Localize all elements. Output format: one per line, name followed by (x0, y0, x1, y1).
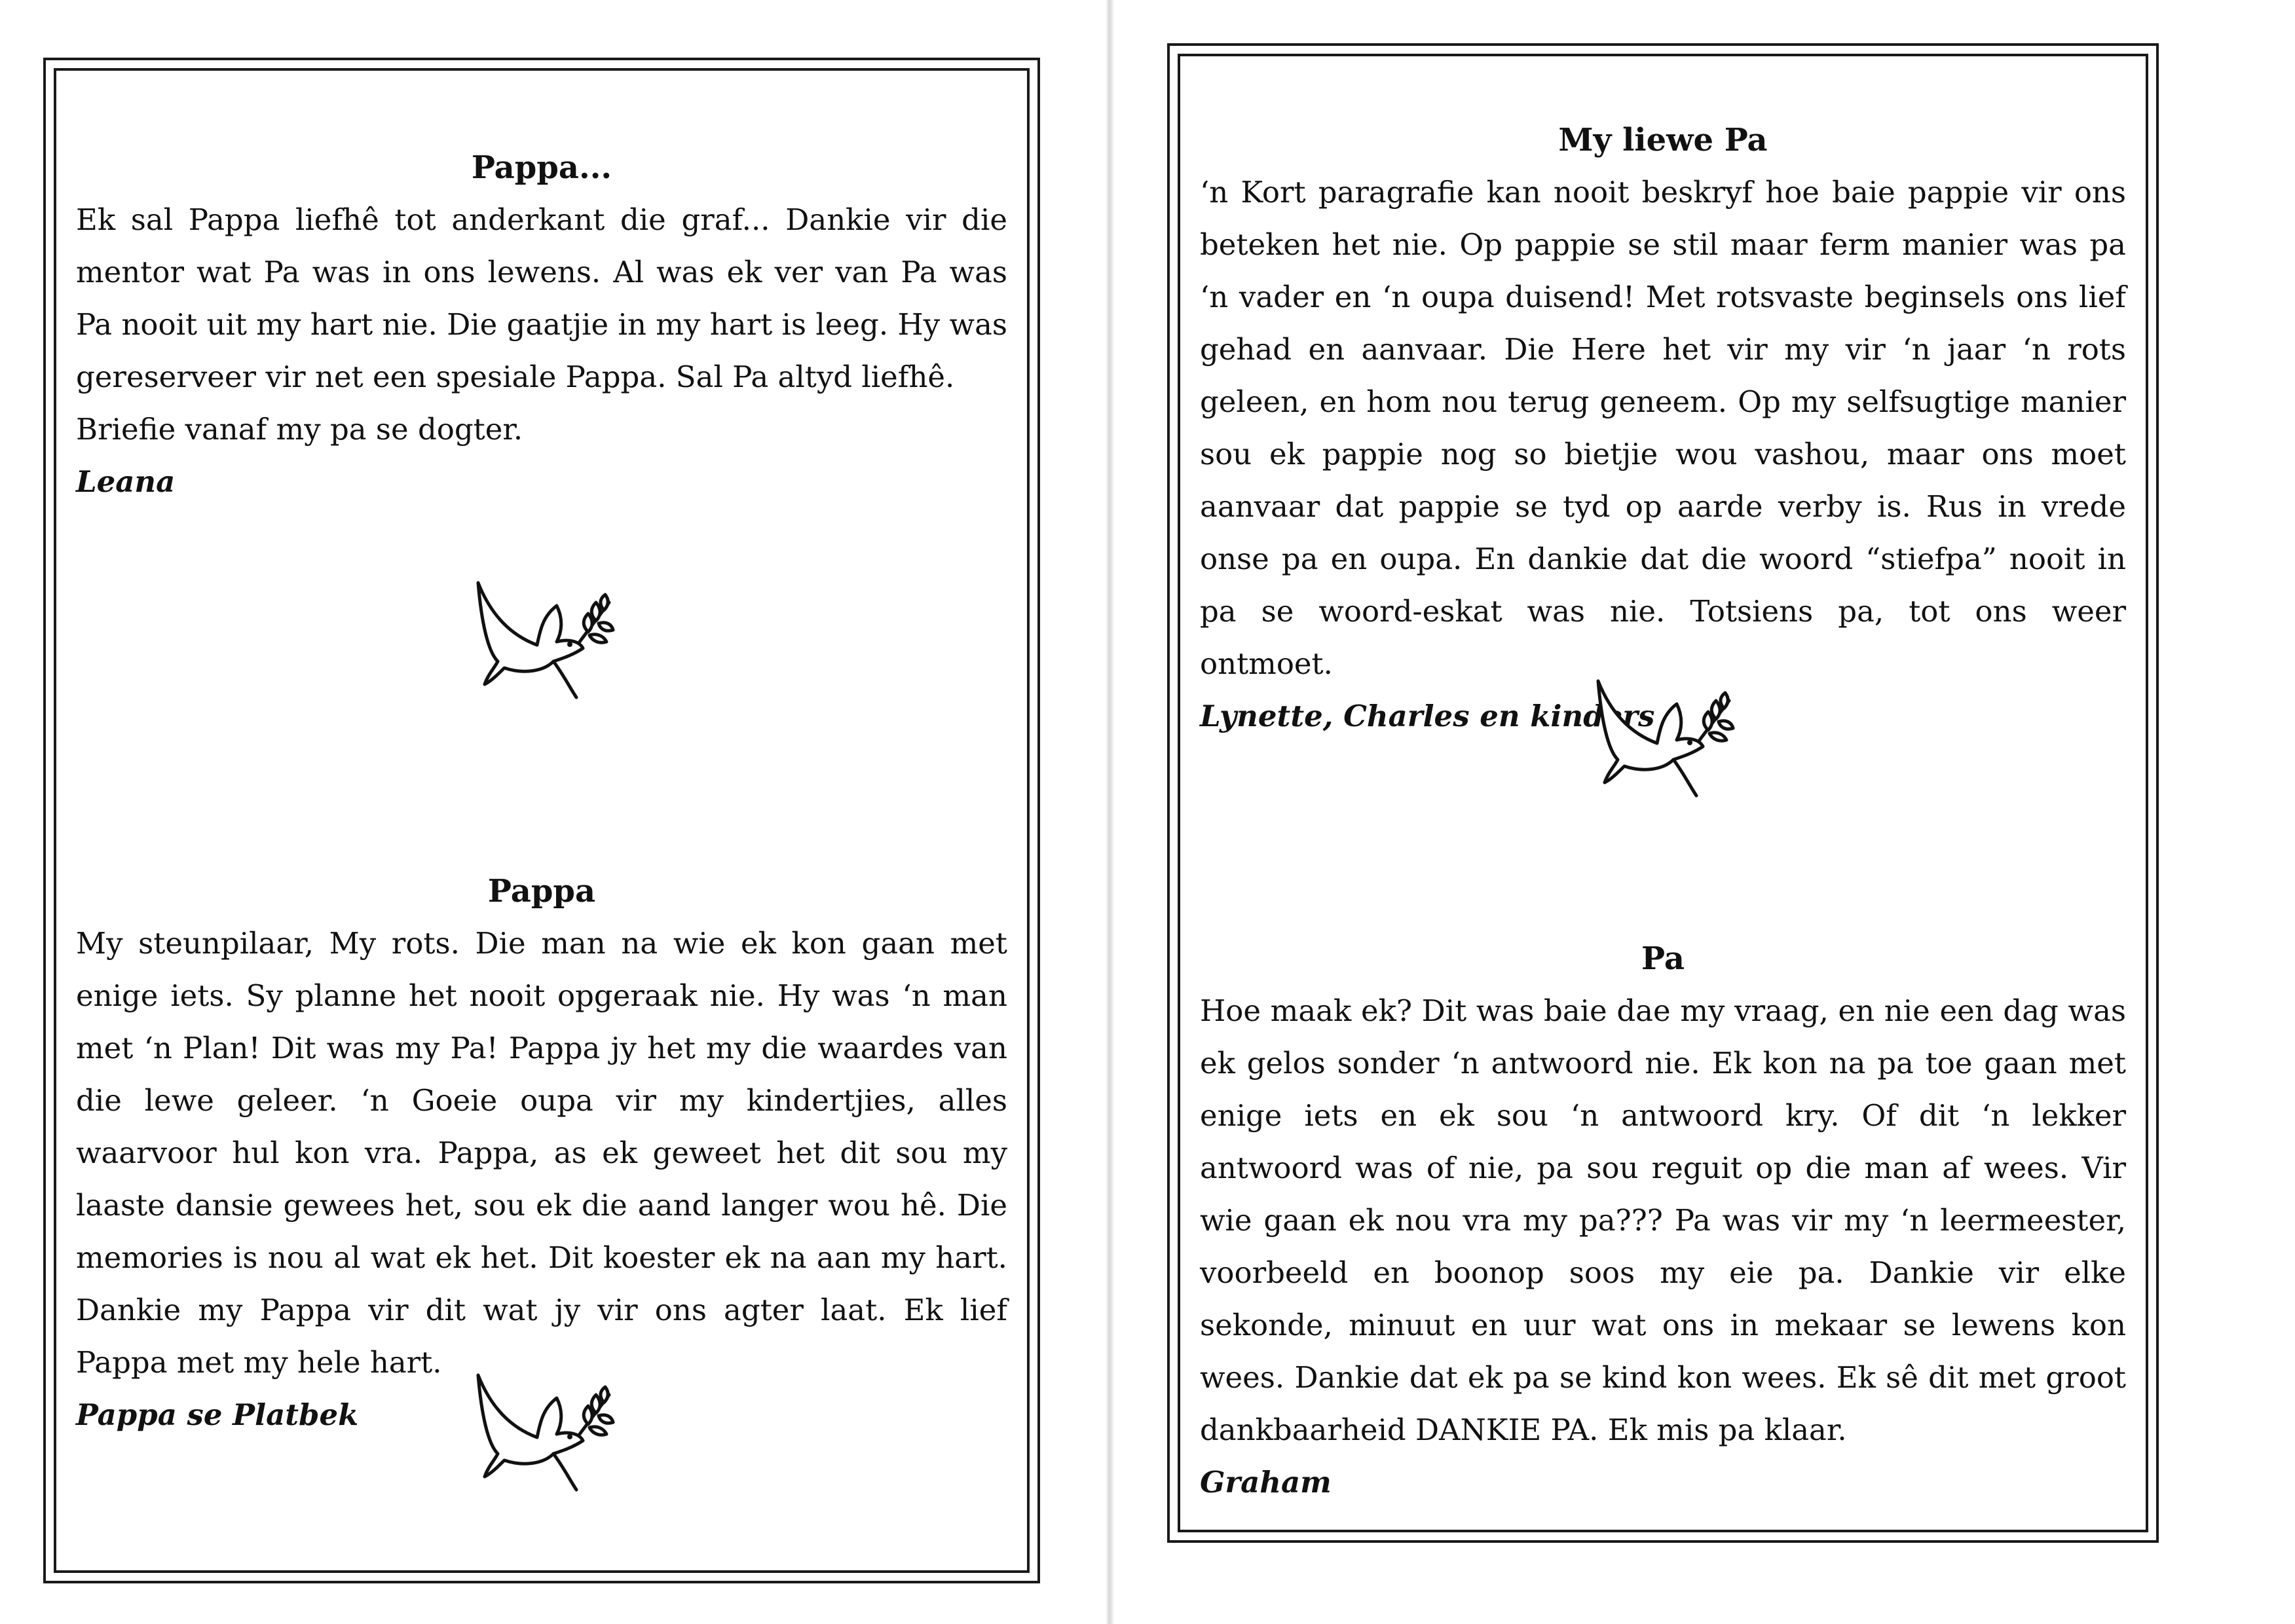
right-section-pa (1200, 940, 2126, 1509)
dove-with-olive-branch-icon (1585, 674, 1736, 805)
page-fold (1106, 0, 1113, 1624)
section-body: Ek sal Pappa liefhê tot anderkant die graf... Dankie vir die mentor wat Pa was in ons lewens. Al was ek ver van Pa was Pa nooit uit my hart nie. Die gaatjie in my hart is leeg. Hy was gereserveer vir net een spesiale Pappa. Sal Pa altyd liefhê. (76, 202, 1007, 394)
section-title: Pa (1641, 940, 1685, 977)
section-title: Pappa... (471, 149, 612, 186)
left-page-border (43, 58, 1040, 1583)
dove-with-olive-branch-icon (465, 576, 616, 707)
section-body: Hoe maak ek? Dit was baie dae my vraag, en nie een dag was ek gelos sonder ‘n antwoord nie. Ek kon na pa toe gaan met enige iets en ek sou ‘n antwoord kry. Of dit ‘n lekker antwoord was of nie, pa sou reguit op die man af wees. Vir wie gaan ek nou vra my pa??? Pa was vir my ‘n leermeester, voorbeeld en boonop soos my eie pa. Dankie vir elke sekonde, minuut en uur wat ons in mekaar se lewens kon wees. Dankie dat ek pa se kind kon wees. Ek sê dit met groot dankbaarheid DANKIE PA. Ek mis pa klaar. (1200, 993, 2126, 1447)
section-closing: Briefie vanaf my pa se dogter. (76, 412, 523, 447)
signature: Graham (1200, 1465, 1332, 1500)
left-section-pappa-dots (76, 149, 1007, 508)
section-title: Pappa (487, 873, 596, 910)
left-section-pappa (76, 873, 1007, 1441)
signature: Pappa se Platbek (76, 1397, 359, 1432)
signature: Lynette, Charles en kinders (1200, 699, 1655, 733)
section-body: ‘n Kort paragrafie kan nooit beskryf hoe baie pappie vir ons beteken het nie. Op pappie se stil maar ferm manier was pa ‘n vader en ‘n oupa duisend! Met rotsvaste beginsels ons lief gehad en aanvaar. Die Here het vir my vir ‘n jaar ‘n rots geleen, en hom nou terug geneem. Op my selfsugtige manier sou ek pappie nog so bietjie wou vashou, maar ons moet aanvaar dat pappie se tyd op aarde verby is. Rus in vrede onse pa en oupa. En dankie dat die woord “stiefpa” nooit in pa se woord-eskat was nie. Totsiens pa, tot ons weer ontmoet. (1200, 175, 2126, 681)
section-title: My liewe Pa (1558, 122, 1768, 158)
dove-with-olive-branch-icon (465, 1369, 616, 1500)
section-body: My steunpilaar, My rots. Die man na wie ek kon gaan met enige iets. Sy planne het nooit opgeraak nie. Hy was ‘n man met ‘n Plan! Dit was my Pa! Pappa jy het my die waardes van die lewe geleer. ‘n Goeie oupa vir my kindertjies, alles waarvoor hul kon vra. Pappa, as ek geweet het dit sou my laaste dansie gewees het, sou ek die aand langer wou hê. Die memories is nou al wat ek het. Dit koester ek na aan my hart. Dankie my Pappa vir dit wat jy vir ons agter laat. Ek lief Pappa met my hele hart. (76, 926, 1007, 1380)
signature: Leana (76, 464, 176, 499)
right-section-my-liewe-pa (1200, 122, 2126, 743)
